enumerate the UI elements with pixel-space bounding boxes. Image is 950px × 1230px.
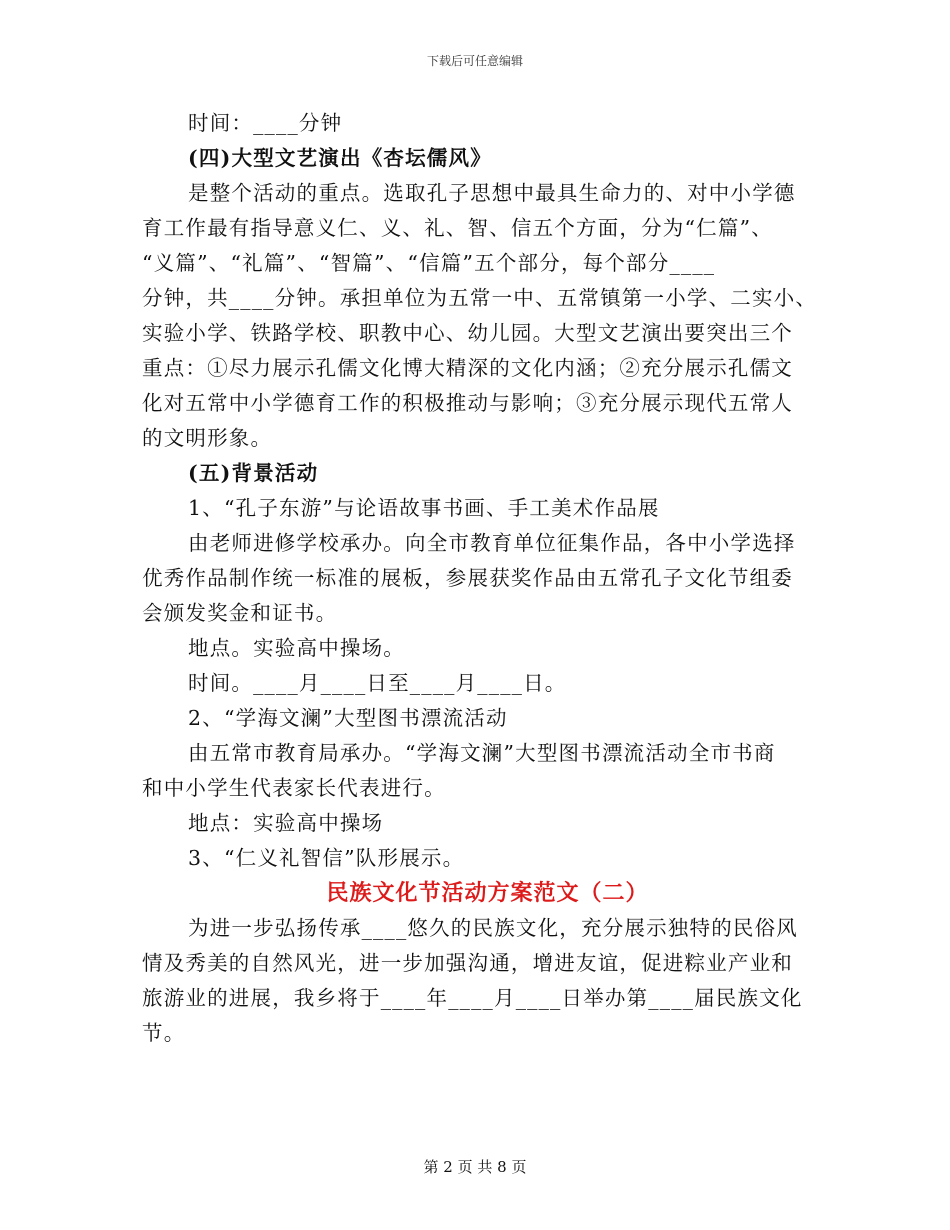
section-heading-5: (五)背景活动 [188, 461, 319, 485]
location-line: 地点。实验高中操场。 [188, 636, 405, 660]
paragraph-line: 由老师进修学校承办。向全市教育单位征集作品，各中小学选择 [188, 531, 796, 555]
paragraph-line: 重点：①尽力展示孔儒文化博大精深的文化内涵；②充分展示孔儒文 [142, 356, 793, 380]
list-item-heading: 1、“孔子东游”与论语故事书画、手工美术作品展 [188, 496, 660, 520]
list-item-heading: 2、“学海文澜”大型图书漂流活动 [188, 706, 508, 730]
document-title: 民族文化节活动方案范文（二） [326, 880, 649, 906]
paragraph-line: 会颁发奖金和证书。 [142, 601, 338, 625]
location-line: 地点：实验高中操场 [188, 811, 384, 835]
paragraph-line: 和中小学生代表家长代表进行。 [142, 776, 446, 800]
paragraph-line: “义篇”、“礼篇”、“智篇”、“信篇”五个部分，每个部分____ [142, 251, 716, 275]
paragraph-line: 情及秀美的自然风光，进一步加强沟通，增进友谊，促进粽业产业和 [142, 951, 793, 975]
paragraph-line: 旅游业的进展，我乡将于____年____月____日举办第____届民族文化 [142, 986, 803, 1010]
paragraph-line: 的文明形象。 [142, 426, 273, 450]
list-item-heading: 3、“仁义礼智信”队形展示。 [188, 846, 465, 870]
paragraph-line: 节。 [142, 1021, 186, 1045]
page-footer: 第 2 页 共 8 页 [423, 1158, 527, 1176]
paragraph-line: 优秀作品制作统一标准的展板，参展获奖作品由五常孔子文化节组委 [142, 566, 793, 590]
paragraph-line: 分钟，共____分钟。承担单位为五常一中、五常镇第一小学、二实小、 [142, 286, 818, 310]
paragraph-line: 化对五常中小学德育工作的积极推动与影响；③充分展示现代五常人 [142, 391, 793, 415]
paragraph-line: 由五常市教育局承办。“学海文澜”大型图书漂流活动全市书商 [188, 741, 776, 765]
page-header: 下载后可任意编辑 [426, 54, 523, 68]
paragraph-line: 育工作最有指导意义仁、义、礼、智、信五个方面，分为“仁篇”、 [142, 216, 773, 240]
paragraph-line: 实验小学、铁路学校、职教中心、幼儿园。大型文艺演出要突出三个 [142, 321, 793, 345]
paragraph-line: 为进一步弘扬传承____悠久的民族文化，充分展示独特的民俗风 [188, 916, 798, 940]
time-line-1: 时间：____分钟 [188, 111, 343, 135]
section-heading-4: (四)大型文艺演出《杏坛儒风》 [188, 146, 492, 170]
time-line-2: 时间。____月____日至____月____日。 [188, 671, 567, 695]
paragraph-line: 是整个活动的重点。选取孔子思想中最具生命力的、对中小学德 [188, 181, 796, 205]
document-body [142, 106, 818, 1051]
